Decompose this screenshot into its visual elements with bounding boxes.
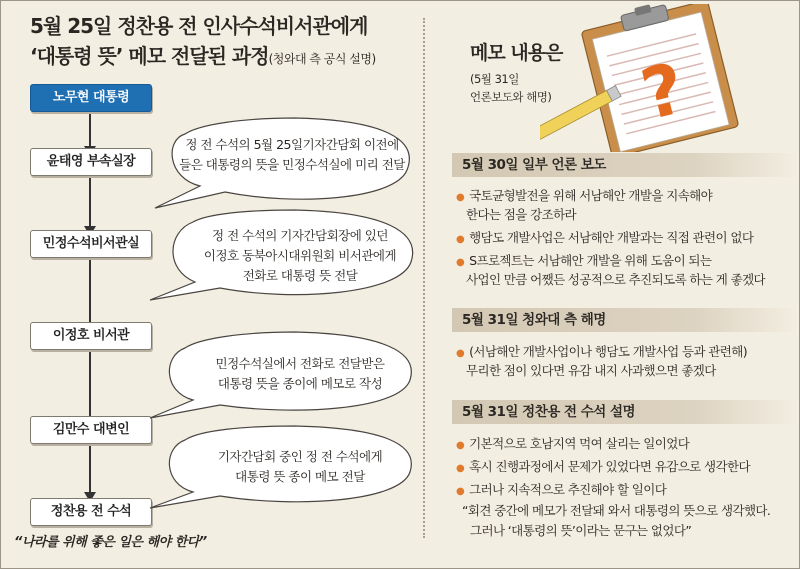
bubble-4-text xyxy=(180,447,420,487)
memo-title: 메모 내용은 xyxy=(470,42,563,64)
list-item: ● 행담도 개발사업은 서남해안 개발과는 직접 관련이 없다 xyxy=(456,230,754,245)
quote-line-2: 그러나 ‘대통령의 뜻’이라는 문구는 없었다” xyxy=(470,523,692,538)
svg-text:?: ? xyxy=(633,46,693,137)
memo-note-line2: 언론보도와 해명) xyxy=(470,90,552,104)
flow-node-jung-chan-yong: 정찬용 전 수석 xyxy=(30,498,152,526)
bullet-icon: ● xyxy=(456,192,465,203)
flow-node-yoon-tae-young: 윤태영 부속실장 xyxy=(30,148,152,176)
list-item: ● (서남해안 개발사업이나 행담도 개발사업 등과 관련해) xyxy=(456,344,748,359)
flow-connector xyxy=(89,256,91,328)
flow-node-civil-affairs-office: 민정수석비서관실 xyxy=(30,230,152,258)
memo-note-line1: (5월 31일 xyxy=(470,72,519,86)
section-heading-media-report: 5월 30일 일부 언론 보도 xyxy=(452,153,798,177)
bullet-icon: ● xyxy=(456,257,465,268)
bubble-4-line2: 대통령 뜻 종이 메모 전달 xyxy=(235,469,365,484)
bubble-2-line2: 이정호 동북아시대위원회 비서관에게 xyxy=(203,248,397,263)
bullet-icon: ● xyxy=(456,348,465,359)
bubble-2-line3: 전화로 대통령 뜻 전달 xyxy=(242,268,358,283)
flow-node-kim-man-soo: 김만수 대변인 xyxy=(30,416,152,444)
bubble-3-line2: 대통령 뜻을 종이에 메모로 작성 xyxy=(217,376,383,391)
bubble-1-line1: 정 전 수석의 5월 25일기자간담회 이전에 xyxy=(185,137,399,152)
section-heading-jung-explanation: 5월 31일 정찬용 전 수석 설명 xyxy=(452,400,798,424)
list-item: ● 혹시 진행과정에서 문제가 있었다면 유감으로 생각한다 xyxy=(456,459,750,474)
title-line1: 5월 25일 정찬용 전 인사수석비서관에게 xyxy=(30,14,368,38)
bubble-3-text xyxy=(180,354,420,394)
list-item: ● S프로젝트는 서남해안 개발을 위해 도움이 되는 xyxy=(456,253,712,268)
list-item-continued: 무리한 점이 있다면 유감 내지 사과했으면 좋겠다 xyxy=(466,363,716,378)
section-heading-cheongwadae-explanation: 5월 31일 청와대 측 해명 xyxy=(452,308,798,332)
quote-line-1: “회견 중간에 메모가 전달돼 와서 대통령의 뜻으로 생각했다. xyxy=(462,503,771,518)
flow-connector xyxy=(89,346,91,422)
list-item-continued: 사업인 만큼 어쨌든 성공적으로 추진되도록 하는 게 좋겠다 xyxy=(466,272,766,287)
bottom-quote: “나라를 위해 좋은 일은 해야 한다” xyxy=(14,535,207,550)
bullet-icon: ● xyxy=(456,234,465,245)
list-item-continued: 한다는 점을 강조하라 xyxy=(466,207,577,222)
bubble-2-line1: 정 전 수석의 기자간담회장에 있던 xyxy=(212,228,388,243)
bubble-4-line1: 기자간담회 중인 정 전 수석에게 xyxy=(217,449,383,464)
bullet-icon: ● xyxy=(456,440,465,451)
bullet-icon: ● xyxy=(456,463,465,474)
flow-node-roh-moo-hyun: 노무현 대통령 xyxy=(30,84,152,112)
flow-connector xyxy=(89,172,91,232)
title-line2-sub: (청와대 측 공식 설명) xyxy=(268,52,376,66)
bubble-3-line1: 민정수석실에서 전화로 전달받은 xyxy=(215,356,385,371)
list-item: ● 그러나 지속적으로 추진해야 할 일이다 xyxy=(456,482,667,497)
list-item: ● 국토균형발전을 위해 서남해안 개발을 지속해야 xyxy=(456,188,713,203)
bubble-1-line2: 들은 대통령의 뜻을 민정수석실에 미리 전달 xyxy=(179,157,405,172)
flow-connector xyxy=(89,440,91,498)
title-line2-main: ‘대통령 뜻’ 메모 전달된 과정 xyxy=(30,44,269,68)
bubble-1-text xyxy=(168,135,416,175)
bubble-2-text xyxy=(180,226,420,286)
clipboard-question-icon xyxy=(540,4,770,152)
flow-node-lee-jung-ho: 이정호 비서관 xyxy=(30,322,152,350)
list-item: ● 기본적으로 호남지역 먹여 살리는 일이었다 xyxy=(456,436,690,451)
bullet-icon: ● xyxy=(456,486,465,497)
